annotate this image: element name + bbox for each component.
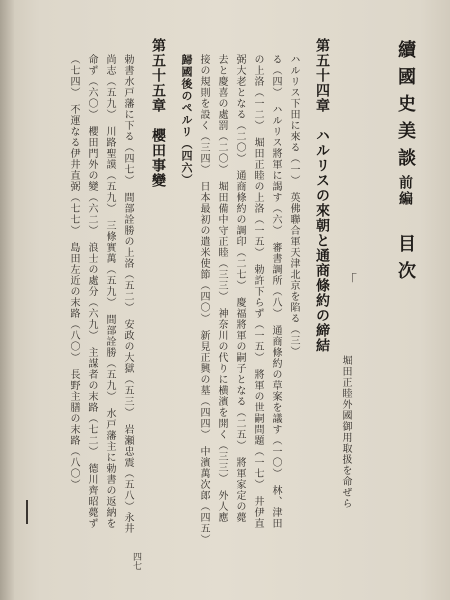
chapter54-line-3: の上洛（一二） 堀田正睦の上洛（一五） 勅許下らず（一五） 將軍の世嗣問題（一七） 井伊直 [252, 54, 263, 529]
chapter54-line-7: 歸國後のペルリ（四六） [180, 54, 193, 186]
book-title-contents: 目次 [395, 234, 416, 288]
bracket-mark: 「 [343, 273, 357, 289]
chapter54-line-4: 弼大老となる（二〇） 通商條約の調印（二七） 慶福將軍の嗣子となる（二五） 將軍家定の薨 [234, 54, 245, 523]
book-title-volume: 前編 [397, 175, 413, 207]
chapter54-right-line: 堀田正睦外國御用取扱を命ぜら [340, 355, 351, 509]
chapter55-heading: 第五十五章 櫻田事變 [150, 38, 166, 188]
chapter55-line-4: （七四） 不運なる伊井直弼（七七） 島田左近の末路（八〇） 長野主膳の末路（八〇） [68, 54, 79, 490]
chapter54-heading: 第五十四章 ハルリスの來朝と通商條約の締結 [314, 38, 330, 353]
chapter54-line-5: 去と慶喜の處罰（二〇） 堀田備中守正睦（三三） 神奈川の代りに横濱を開く（三三） 外人應 [216, 54, 227, 523]
chapter55-page-number: 四七 [131, 552, 141, 570]
chapter55-line-2: 尚志（五九） 川路聖謨（五九） 三條實萬（五九） 間部詮勝（五九） 水戸藩主に勅書の返納を [104, 54, 115, 529]
book-title-main: 續國史美談 [395, 40, 416, 175]
chapter54-line-2: る（四） ハルリス將軍に謁す（六） 審書調所（八） 通商條約の草案を議す（一〇） 林、津田 [270, 54, 281, 529]
bleed-through-text [418, 70, 437, 83]
chapter55-line-1: 勅書水戸藩に下る（四七） 間部詮勝の上洛（五二） 安政の大獄（五三） 岩瀬忠震（五八）永井 [122, 54, 133, 534]
chapter55-line-3: 命ず（六〇） 櫻田門外の變（六二） 浪士の處分（六九） 主謀者の末路（七二） 德川齊昭薨ず [86, 54, 97, 529]
book-title [392, 40, 418, 330]
folio-mark [26, 500, 28, 524]
page-edge-shadow [0, 0, 14, 600]
chapter54-line-6: 接の規則を設く（三四） 日本最初の遣米使節（四〇） 新見正興の墓（四四） 中濱萬次郎（四五） [198, 54, 209, 545]
chapter54-line-1: ハルリス下田に來る（一） 英佛聯合軍天津北京を陷る（三） [288, 54, 299, 357]
